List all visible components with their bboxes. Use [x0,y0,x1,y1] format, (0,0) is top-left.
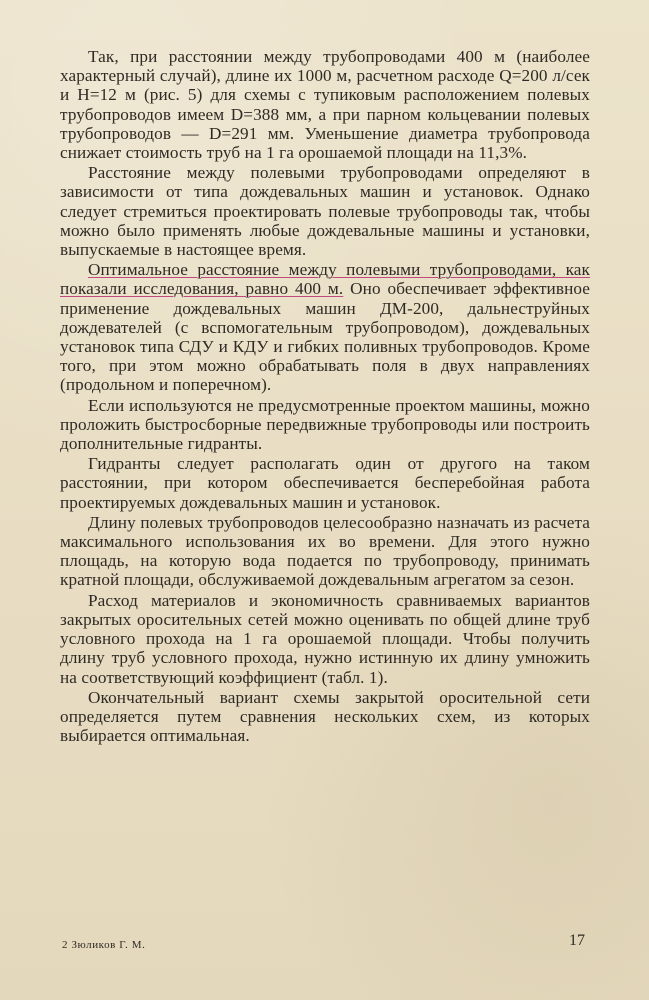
paragraph-7: Расход материалов и экономичность сравниваемых вариантов закрытых оросительных сетей можно оценивать по общей длине труб условного прохода на 1 га орошаемой площади. Чтобы получить длину труб условного прохода, нужно истинную их длину умножить на соответствующий коэффициент (табл. 1). [60,590,590,687]
paragraph-4: Если используются не предусмотренные проектом машины, можно проложить быстросборные передвижные трубопроводы или построить дополнительные гидранты. [60,395,590,454]
body-text [60,47,590,745]
paragraph-3-rest: Оно обеспечивает эффективное применение дождевальных машин ДМ-200, дальнеструйных дождевателей (с вспомогательным трубопроводом), дождевальных установок типа СДУ и КДУ и гибких поливных трубопроводов. Кроме того, при этом можно обрабатывать поля в двух направлениях (продольном и поперечном). [60,279,590,395]
paragraph-6: Длину полевых трубопроводов целесообразно назначать из расчета максимального использования их во времени. Для этого нужно площадь, на которую вода подается по трубопроводу, принимать кратной площади, обслуживаемой дождевальным агрегатом за сезон. [60,512,590,590]
paragraph-2: Расстояние между полевыми трубопроводами определяют в зависимости от типа дождевальных машин и установок. Однако следует стремиться проектировать полевые трубопроводы так, чтобы можно было применять любые дождевальные машины и установки, выпускаемые в настоящее время. [60,163,590,260]
paragraph-5: Гидранты следует располагать один от другого на таком расстоянии, при котором обеспечивается бесперебойная работа проектируемых дождевальных машин и установок. [60,454,590,512]
paragraph-3 [60,260,590,394]
paragraph-1: Так, при расстоянии между трубопроводами 400 м (наиболее характерный случай), длине их 1000 м, расчетном расходе Q=200 л/сек и H=12 м (рис. 5) для схемы с тупиковым расположением полевых трубопроводов имеем D=388 мм, а при парном кольцевании полевых трубопроводов — D=291 мм. Уменьшение диаметра трубопровода снижает стоимость труб на 1 га орошаемой площади на 11,3%. [60,47,590,163]
paragraph-8: Окончательный вариант схемы закрытой оросительной сети определяется путем сравнения нескольких схем, из которых выбирается оптимальная. [60,687,590,746]
signature-mark: 2 Зюликов Г. М. [62,939,146,951]
page-number: 17 [569,932,585,949]
highlighted-statement: Оптимальное расстояние между полевыми трубопроводами, как показали исследования, равно 400 м. [60,260,590,299]
